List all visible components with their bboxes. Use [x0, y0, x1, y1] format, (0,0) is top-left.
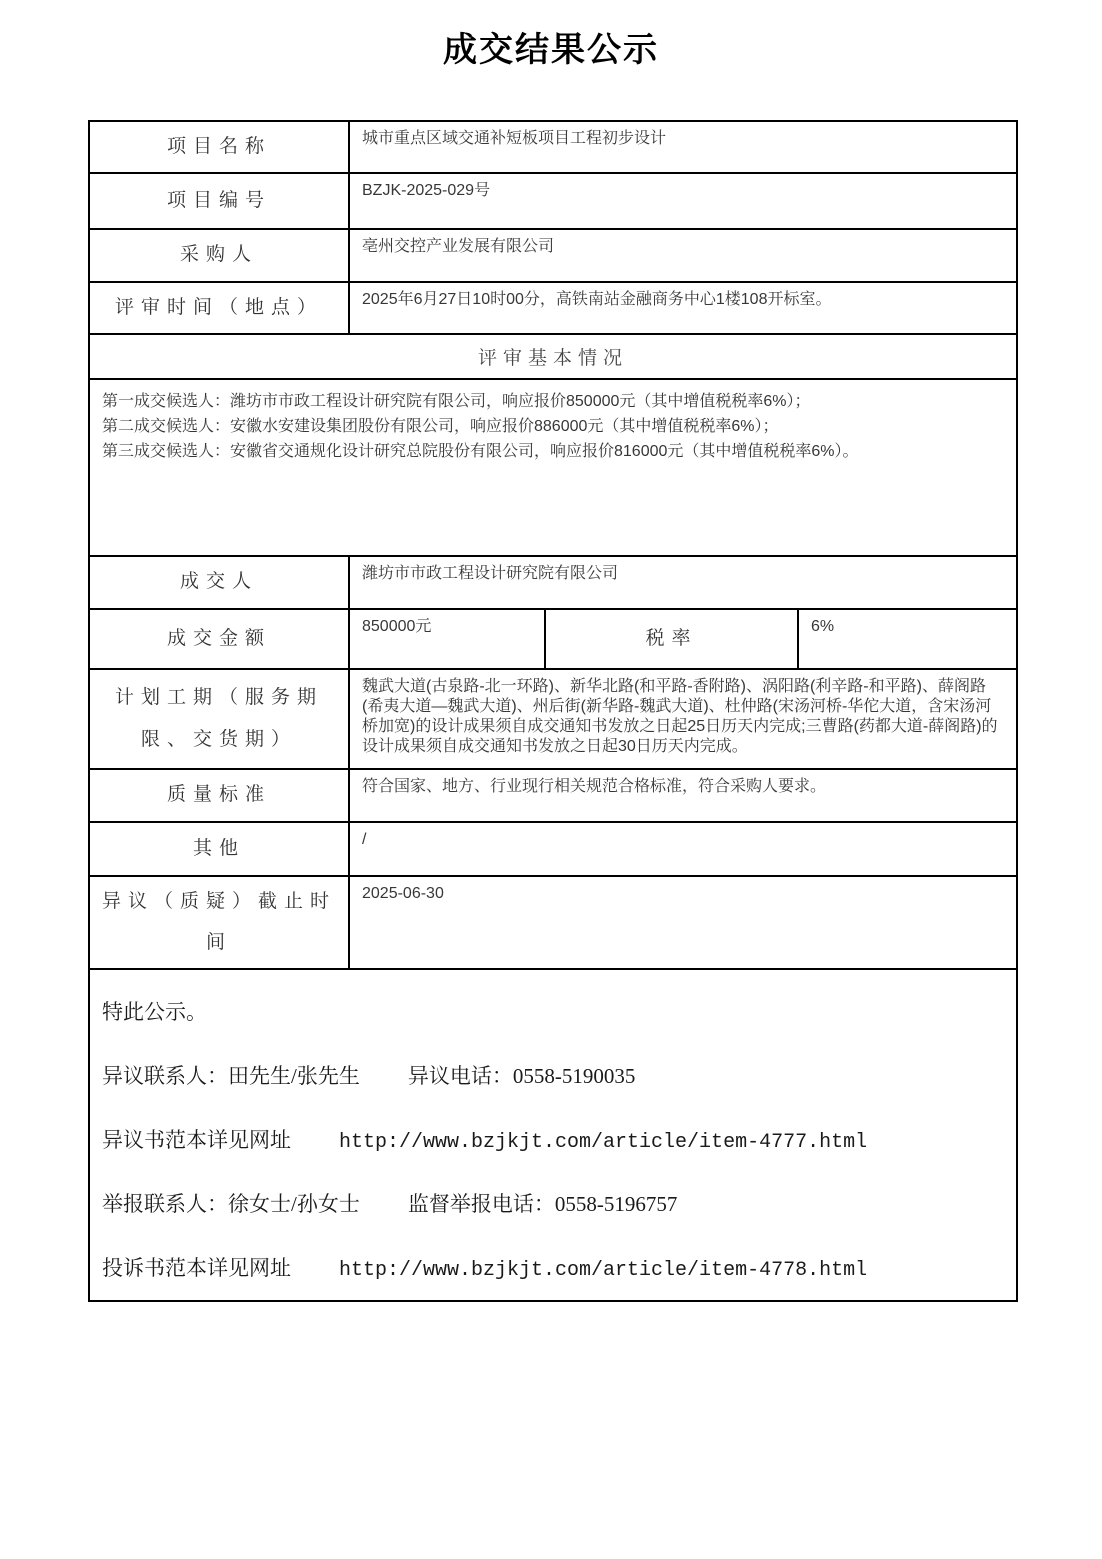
- project-name-label: 项目名称: [89, 121, 349, 173]
- schedule-label: 计划工期（服务期限、交货期）: [89, 669, 349, 769]
- objection-template-label: 异议书范本详见网址: [102, 1128, 291, 1153]
- objection-deadline-label: 异议（质疑）截止时间: [89, 876, 349, 970]
- project-name-value: 城市重点区域交通补短板项目工程初步设计: [349, 121, 1017, 173]
- amount-label: 成交金额: [89, 609, 349, 669]
- row-schedule: [89, 669, 1017, 769]
- review-time-value: 2025年6月27日10时00分，高铁南站金融商务中心1楼108开标室。: [349, 282, 1017, 334]
- row-candidates: [89, 379, 1017, 556]
- report-contact-line: [102, 1188, 1004, 1218]
- schedule-value: 魏武大道(古泉路-北一环路)、新华北路(和平路-香附路)、涡阳路(利辛路-和平路)、薛阁路(希夷大道—魏武大道)、州后街(新华路-魏武大道)、杜仲路(宋汤河桥-华佗大道，含宋汤河桥加宽)的设计成果须自成交通知书发放之日起25日历天内完成;三曹路(药都大道-薛阁路)的设计成果须自成交通知书发放之日起30日历天内完成。: [349, 669, 1017, 769]
- row-project-name: [89, 121, 1017, 173]
- row-quality: [89, 769, 1017, 822]
- purchaser-label: 采购人: [89, 229, 349, 282]
- row-review-section-header: [89, 334, 1017, 379]
- winner-value: 潍坊市市政工程设计研究院有限公司: [349, 556, 1017, 609]
- project-number-label: 项目编号: [89, 173, 349, 229]
- page-title: 成交结果公示: [443, 32, 659, 69]
- review-section-header: 评审基本情况: [89, 334, 1017, 379]
- complaint-template-line: [102, 1252, 1004, 1282]
- project-number-value: BZJK-2025-029号: [349, 173, 1017, 229]
- announcement-table: [88, 120, 1018, 1302]
- objection-phone: 异议电话：0558-5190035: [407, 1064, 636, 1089]
- tax-rate-label: 税率: [545, 609, 798, 669]
- row-footer: [89, 969, 1017, 1301]
- complaint-template-url: http://www.bzjkjt.com/article/item-4778.html: [339, 1259, 868, 1283]
- row-purchaser: [89, 229, 1017, 282]
- objection-template-url: http://www.bzjkjt.com/article/item-4777.html: [339, 1131, 868, 1155]
- report-contact: 举报联系人：徐女士/孙女士: [102, 1192, 360, 1217]
- objection-deadline-value: 2025-06-30: [349, 876, 1017, 970]
- tax-rate-value: 6%: [798, 609, 1017, 669]
- row-objection-deadline: [89, 876, 1017, 970]
- row-review-time: [89, 282, 1017, 334]
- row-amount: [89, 609, 1017, 669]
- row-other: [89, 822, 1017, 876]
- public-notice-text: 特此公示。: [102, 1000, 207, 1025]
- purchaser-value: 亳州交控产业发展有限公司: [349, 229, 1017, 282]
- quality-label: 质量标准: [89, 769, 349, 822]
- review-time-label: 评审时间（地点）: [89, 282, 349, 334]
- winner-label: 成交人: [89, 556, 349, 609]
- quality-value: 符合国家、地方、行业现行相关规范合格标准，符合采购人要求。: [349, 769, 1017, 822]
- first-candidate-line: 第一成交候选人：潍坊市市政工程设计研究院有限公司，响应报价850000元（其中增值税税率6%）；: [102, 392, 811, 410]
- other-value: /: [349, 822, 1017, 876]
- candidates-cell: [89, 379, 1017, 556]
- objection-contact-line: [102, 1060, 1004, 1090]
- objection-template-line: [102, 1124, 1004, 1154]
- complaint-template-label: 投诉书范本详见网址: [102, 1256, 291, 1281]
- other-label: 其他: [89, 822, 349, 876]
- objection-contact: 异议联系人：田先生/张先生: [102, 1064, 360, 1089]
- third-candidate-line: 第三成交候选人：安徽省交通规化设计研究总院股份有限公司，响应报价816000元（其中增值税税率6%）。: [102, 442, 859, 460]
- footer-cell: [89, 969, 1017, 1301]
- row-project-number: [89, 173, 1017, 229]
- row-winner: [89, 556, 1017, 609]
- second-candidate-line: 第二成交候选人：安徽水安建设集团股份有限公司，响应报价886000元（其中增值税税率6%）；: [102, 417, 779, 435]
- amount-value: 850000元: [349, 609, 545, 669]
- report-phone: 监督举报电话：0558-5196757: [407, 1192, 678, 1217]
